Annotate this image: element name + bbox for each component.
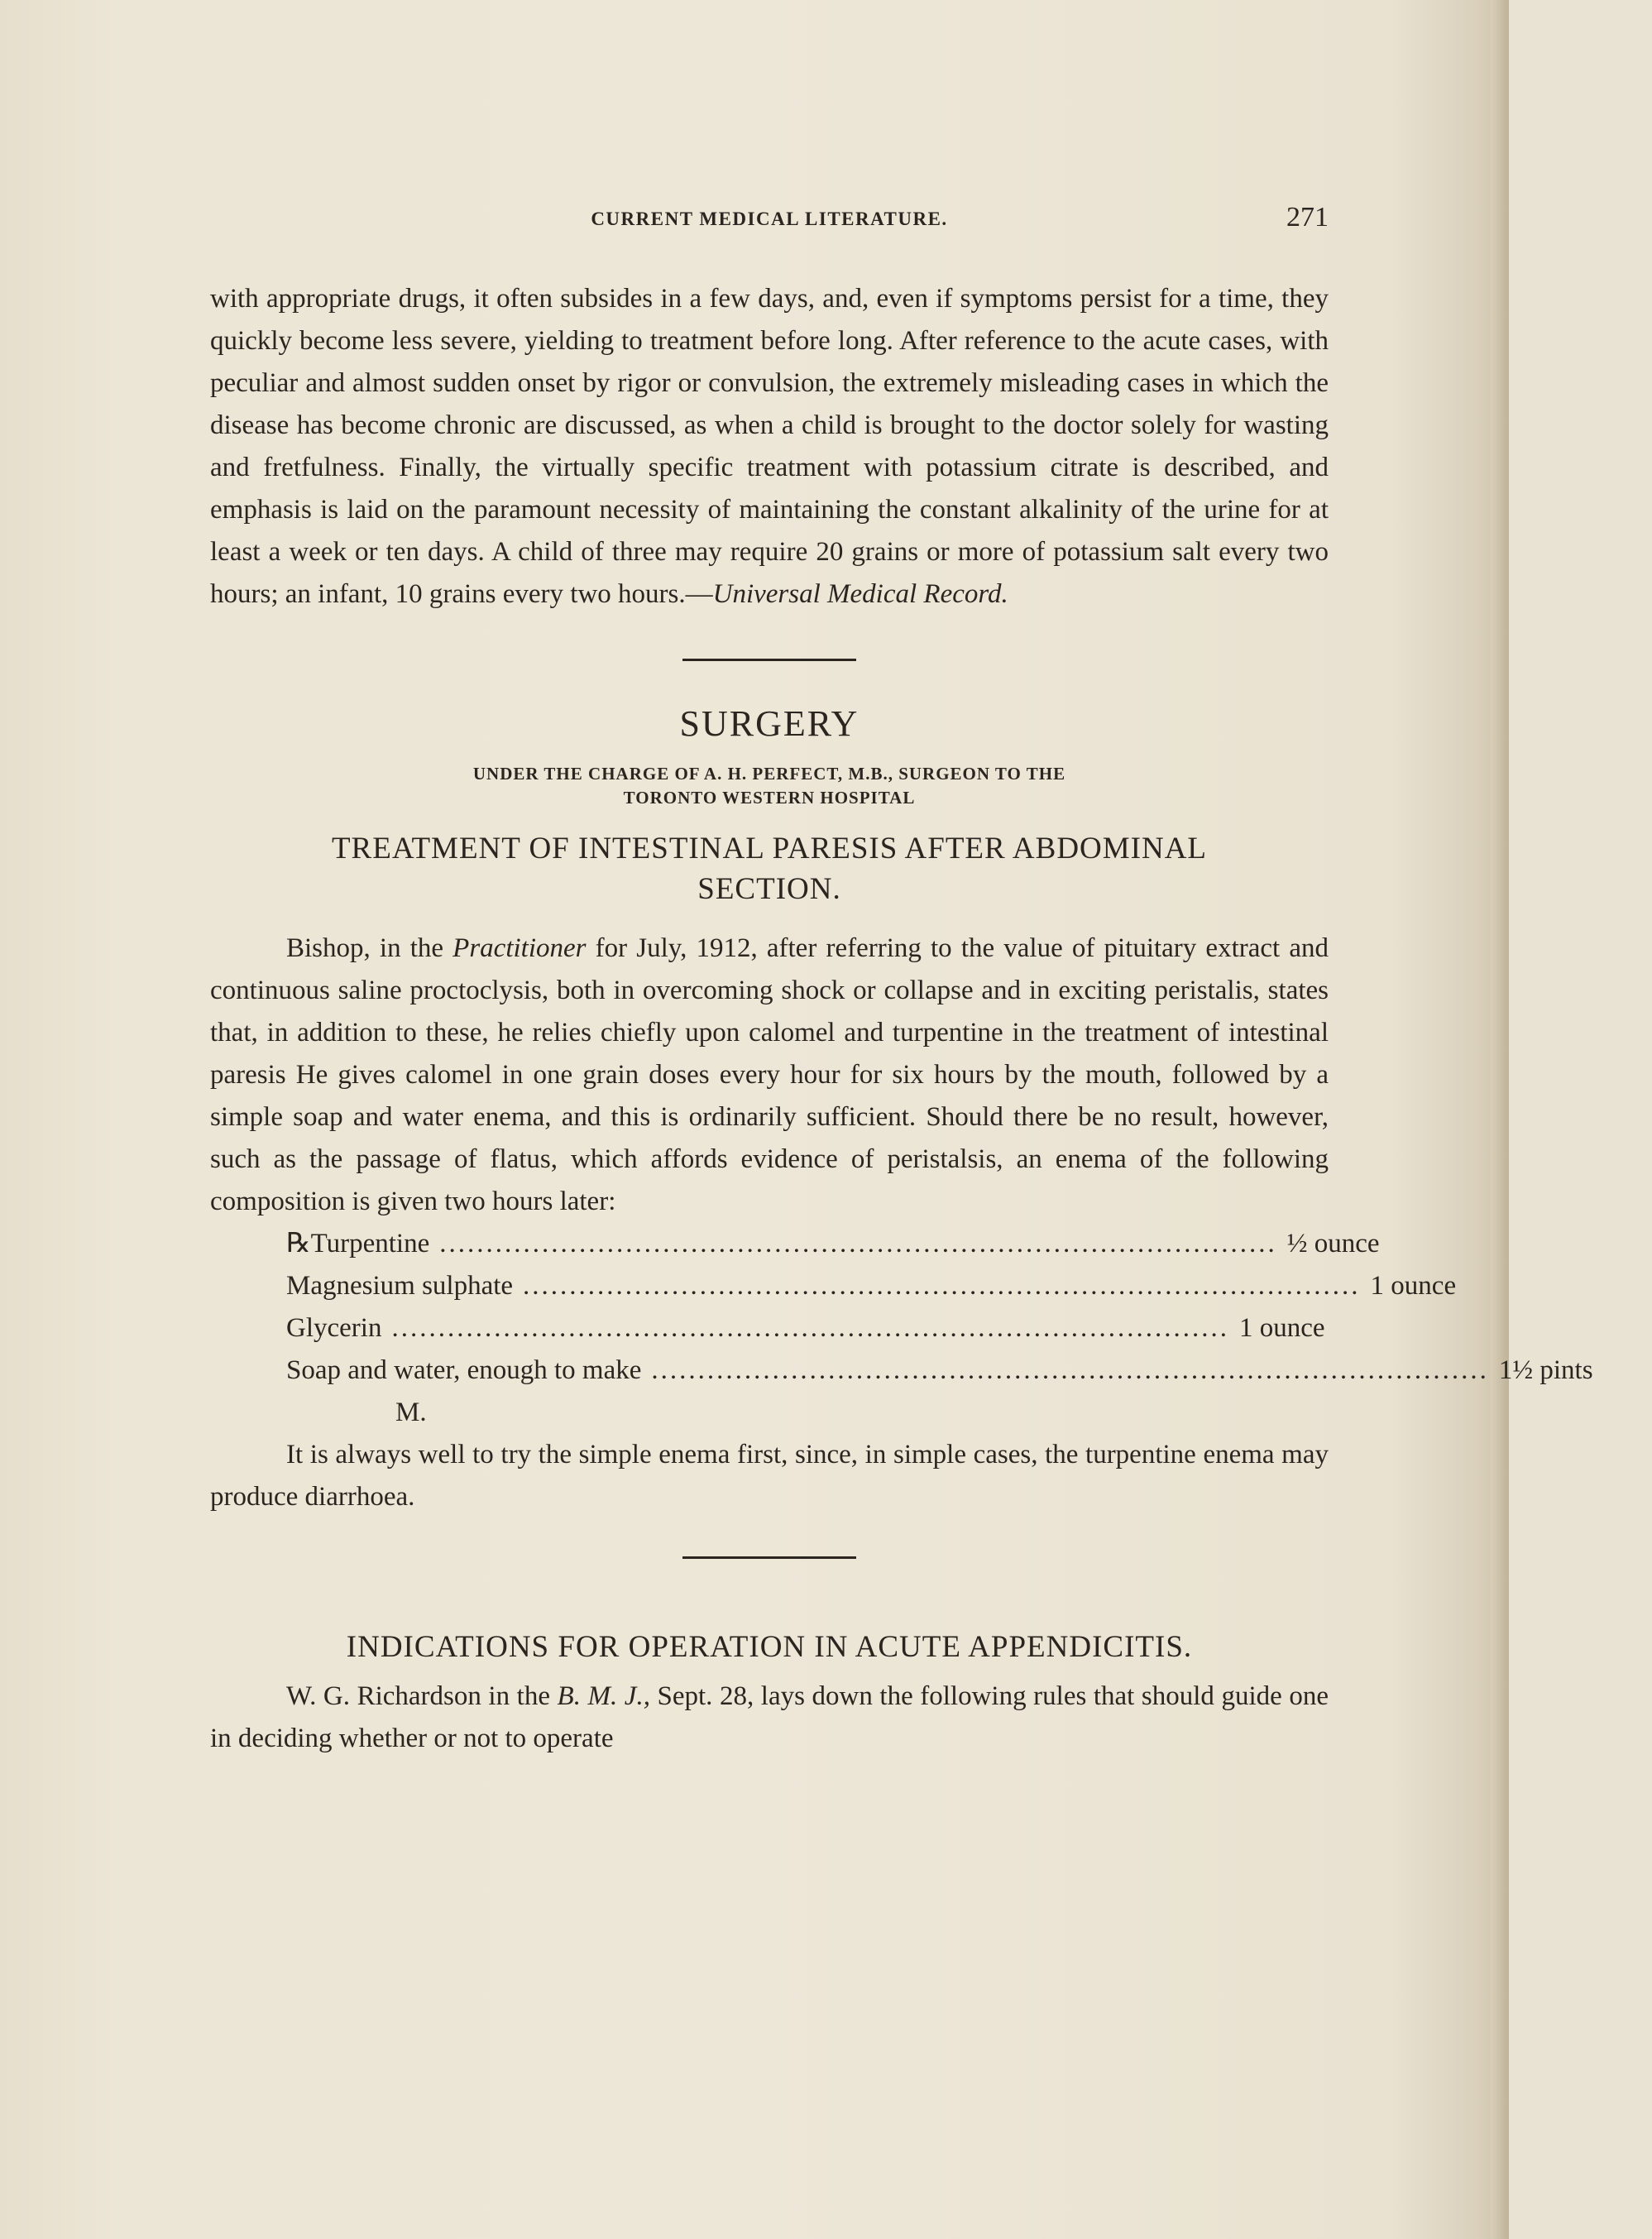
prescription-misce (286, 1392, 1188, 1434)
section-title: SURGERY (679, 703, 860, 744)
journal-name: Practitioner (453, 933, 587, 963)
ingredient-name: Soap and water, enough to make (286, 1355, 642, 1385)
paragraph-text: Bishop, in the (286, 933, 453, 963)
article-paragraph (210, 1676, 1329, 1760)
dot-leader: .......................................................................................... (651, 1355, 1489, 1385)
source-citation: Universal Medical Record. (712, 579, 1008, 609)
ingredient-amount: 1 ounce (1370, 1271, 1457, 1301)
article-paragraph: It is always well to try the simple enema first, since, in simple cases, the turpentine enema may produce diarrhoea. (210, 1440, 1329, 1512)
article-title: INDICATIONS FOR OPERATION IN ACUTE APPENDICITIS. (346, 1630, 1193, 1664)
paragraph-text: Sept. 28, lays down the following rules that should guide one in deciding whether or not to operate (210, 1681, 1329, 1753)
dot-leader: .......................................................................................... (523, 1271, 1361, 1301)
page-header (210, 202, 1329, 242)
ingredient-amount: 1½ pints (1498, 1355, 1593, 1385)
page-number: 271 (1286, 202, 1329, 233)
continued-paragraph (210, 278, 1329, 616)
running-head: CURRENT MEDICAL LITERATURE. (591, 209, 948, 229)
journal-name: B. M. J., (557, 1681, 650, 1711)
section-subtitle-line-1: UNDER THE CHARGE OF A. H. PERFECT, M.B., SURGEON TO THE (472, 764, 1066, 784)
section-subtitle-line-2: TORONTO WESTERN HOSPITAL (623, 788, 916, 808)
page-edge (1491, 0, 1509, 2239)
dot-leader: .......................................................................................... (439, 1229, 1277, 1259)
prescription-row (286, 1350, 1593, 1392)
ingredient-name: Magnesium sulphate (286, 1271, 514, 1301)
prescription-row (286, 1307, 1325, 1350)
paragraph-text: W. G. Richardson in the (286, 1681, 558, 1711)
ingredient-amount: 1 ounce (1238, 1313, 1325, 1343)
continued-text: with appropriate drugs, it often subsides in a few days, and, even if symptoms persist for a time, they quickly become less severe, yielding to treatment before long. After reference to the acute cases, with peculiar and almost sudden onset by rigor or convulsion, the extremely misleading cases in which the disease has become chronic are discussed, as when a child is brought to the doctor solely for wasting and fretfulness. Finally, the virtually specific treatment with potassium citrate is described, and emphasis is laid on the paramount necessity of maintaining the constant alkalinity of the urine for at least a week or ten days. A child of three may require 20 grains or more of potassium salt every two hours; an infant, 10 grains every two hours.— (210, 284, 1329, 609)
article-title-line-2: SECTION. (697, 872, 841, 906)
ingredient-amount: ½ ounce (1286, 1229, 1380, 1259)
prescription (286, 1223, 1593, 1434)
page-body (210, 278, 1593, 1760)
misce-label: M. (395, 1398, 427, 1427)
prescription-row (286, 1265, 1457, 1307)
prescription-row (286, 1223, 1380, 1265)
article-paragraph (210, 928, 1329, 1223)
ingredient-name: Glycerin (286, 1313, 382, 1343)
ingredient-name: Turpentine (310, 1229, 430, 1259)
recipe-symbol: ℞ (286, 1229, 311, 1259)
article-title-line-1: TREATMENT OF INTESTINAL PARESIS AFTER ABDOMINAL (331, 832, 1208, 865)
dot-leader: .......................................................................................... (391, 1313, 1229, 1343)
paragraph-text: for July, 1912, after referring to the value of pituitary extract and continuous saline proctoclysis, both in overcoming shock or collapse and in exciting peristalis, states that, in addition to these, he relies chiefly upon calomel and turpentine in the treatment of intestinal paresis He gives calomel in one grain doses every hour for six hours by the mouth, followed by a simple soap and water enema, and this is ordinarily sufficient. Should there be no result, however, such as the passage of flatus, which affords evidence of peristalsis, an enema of the following composition is given two hours later: (210, 933, 1329, 1216)
